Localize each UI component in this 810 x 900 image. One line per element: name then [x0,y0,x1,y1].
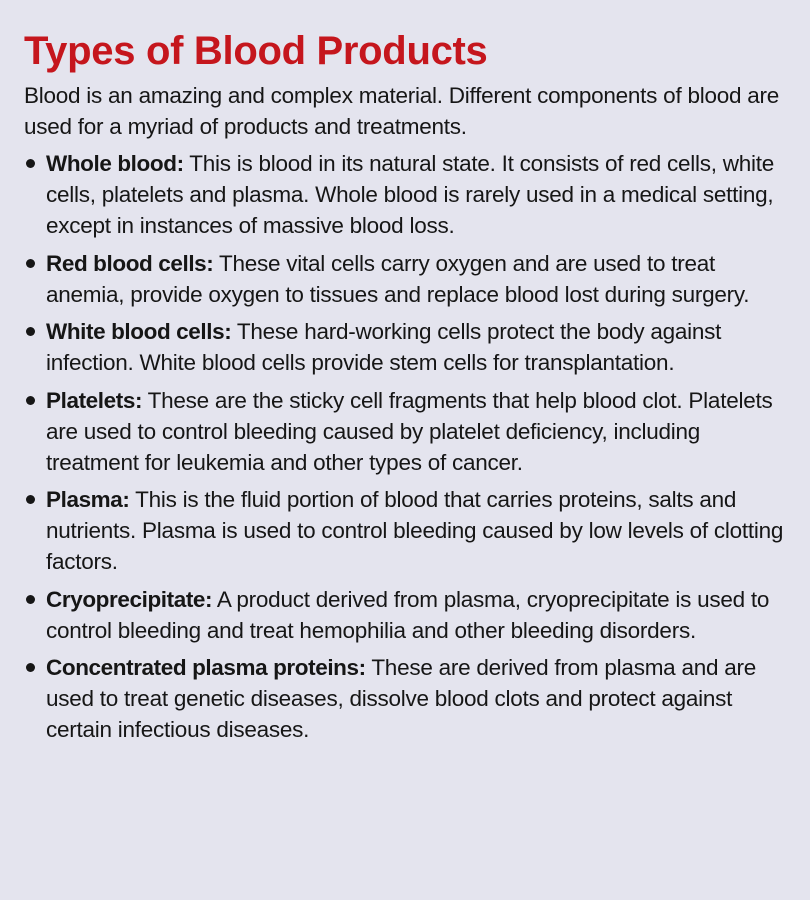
list-item-plasma [24,484,790,577]
item-term: Red blood cells: [46,250,214,276]
bullet-icon [26,259,35,268]
item-term: Plasma: [46,487,130,512]
item-term: Whole blood: [46,151,184,176]
page-title: Types of Blood Products [24,29,488,73]
item-term: Cryoprecipitate: [46,586,213,612]
bullet-icon [26,595,35,604]
bullet-icon [26,159,35,168]
item-description: These hard-working cells protect the body against infection. White blood cells provide stem cells for transplantation. [46,319,722,375]
bullet-icon [26,327,35,336]
list-item-red-blood-cells [24,248,790,310]
item-description: These are derived from plasma and are used to treat genetic diseases, dissolve blood clots and protect against certain infectious diseases. [46,655,757,742]
list-item-concentrated-plasma-proteins [24,652,790,745]
item-description: These are the sticky cell fragments that help blood clot. Platelets are used to control bleeding caused by platelet deficiency, including treatment for leukemia and other types of cancer. [46,387,773,475]
item-term: White blood cells: [46,319,232,344]
intro-paragraph: Blood is an amazing and complex material. Different components of blood are used for a myriad of products and treatments. [24,83,780,139]
list-item-white-blood-cells [24,316,790,378]
bullet-icon [26,663,35,672]
list-item-platelets [24,385,790,478]
list-item-cryoprecipitate [24,584,790,646]
item-description: This is blood in its natural state. It consists of red cells, white cells, platelets and plasma. Whole blood is rarely used in a medical setting, except in instances of massive blood loss. [46,151,775,238]
item-description: A product derived from plasma, cryoprecipitate is used to control bleeding and treat hemophilia and other bleeding disorders. [46,586,770,643]
list-item-whole-blood [24,148,790,241]
blood-products-list [24,148,790,745]
item-description: These vital cells carry oxygen and are used to treat anemia, provide oxygen to tissues and replace blood lost during surgery. [46,250,750,307]
bullet-icon [26,495,35,504]
item-term: Platelets: [46,387,143,413]
bullet-icon [26,396,35,405]
item-term: Concentrated plasma proteins: [46,655,366,680]
item-description: This is the fluid portion of blood that carries proteins, salts and nutrients. Plasma is used to control bleeding caused by low levels of clotting factors. [46,487,784,574]
